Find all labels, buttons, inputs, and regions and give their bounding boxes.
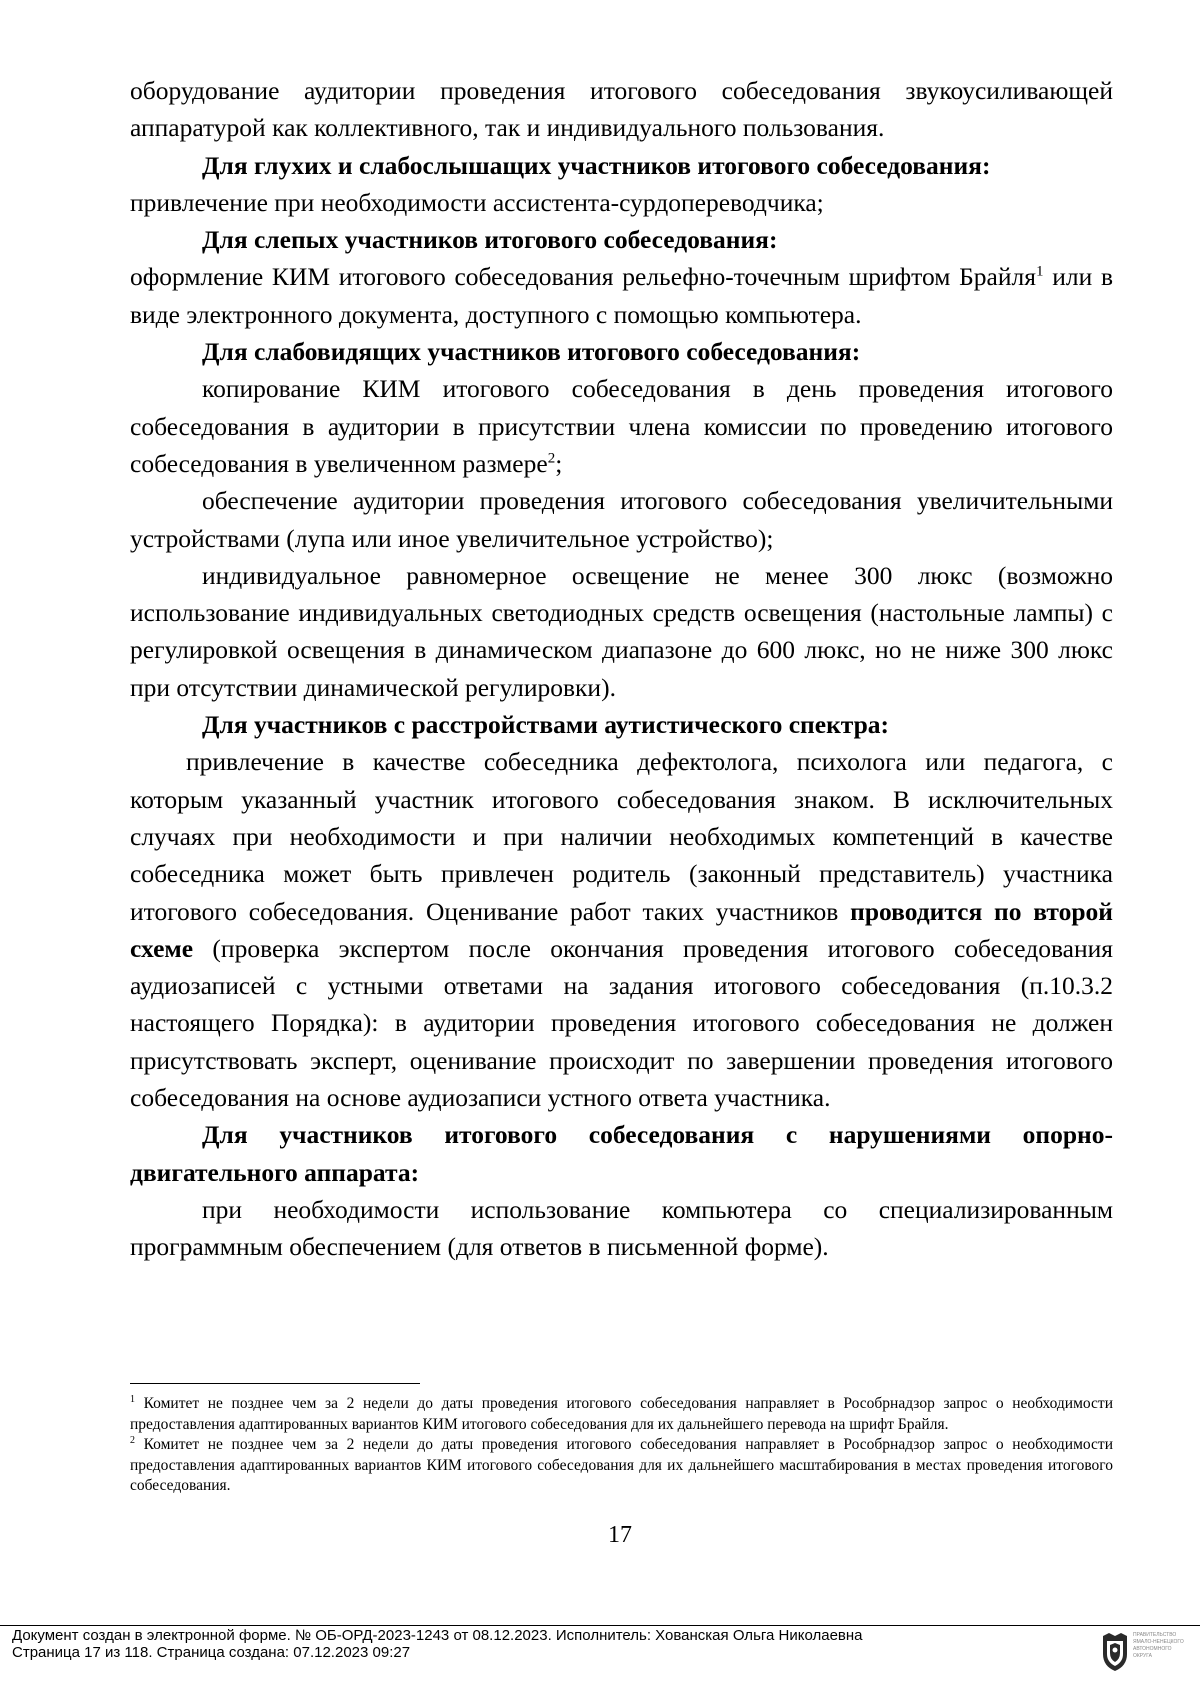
footnote-ref: 2 <box>547 450 556 467</box>
section-heading <box>130 221 1113 258</box>
section-heading <box>130 706 1113 743</box>
emblem-caption-line: ЯМАЛО-НЕНЕЦКОГО <box>1133 1639 1184 1645</box>
paragraph-text: копирование КИМ итогового собеседования в день проведения итогового собеседования в аудитории в присутствии члена комиссии по проведению итогового собеседования в увеличенном размере <box>130 374 1113 478</box>
emblem-caption-line: АВТОНОМНОГО <box>1133 1646 1172 1652</box>
coat-of-arms-icon <box>1100 1632 1130 1672</box>
paragraph-text: привлечение в качестве собеседника дефектолога, психолога или педагога, с которым указанный участник итогового собеседования знаком. В исключительных случаях при необходимости и при наличии необходимых компетенций в качестве собеседника может быть привлечен родитель (законный представитель) участника итогового собеседования. Оценивание работ таких участников <box>130 747 1113 926</box>
emblem-caption <box>1133 1632 1193 1660</box>
section-heading <box>130 333 1113 370</box>
footnotes <box>130 1394 1113 1497</box>
paragraph-text: оформление КИМ итогового собеседования рельефно-точечным шрифтом Брайля <box>130 262 1036 292</box>
heading-text: Для слабовидящих участников итогового собеседования: <box>202 337 861 367</box>
emphasis-text: проводится по второй схеме <box>130 896 1113 963</box>
footnote-text: Комитет не позднее чем за 2 недели до даты проведения итогового собеседования направляет в Рособрнадзор запрос о необходимости предоставления адаптированных вариантов КИМ итогового собеседования для их дальнейшего масштабирования в местах проведения итогового собеседования. <box>130 1436 1113 1494</box>
footnote-ref: 1 <box>1035 263 1044 280</box>
stamp-line-1: Документ создан в электронной форме. № ОБ-ОРД-2023-1243 от 08.12.2023. Исполнитель: Хованская Ольга Николаевна <box>12 1627 863 1644</box>
footnote-divider <box>130 1383 420 1384</box>
footnote <box>130 1394 1113 1435</box>
footnote-mark: 1 <box>130 1393 135 1405</box>
stamp-divider <box>0 1625 1200 1626</box>
paragraph <box>130 743 1113 1116</box>
paragraph: индивидуальное равномерное освещение не менее 300 люкс (возможно использование индивидуальных светодиодных средств освещения (настольные лампы) с регулировкой освещения в динамическом диапазоне до 600 люкс, но не ниже 300 люкс при отсутствии динамической регулировки). <box>130 560 1113 702</box>
paragraph: оборудование аудитории проведения итогового собеседования звукоусиливающей аппаратурой как коллективного, так и индивидуального пользования. <box>130 76 1113 143</box>
heading-text: Для участников с расстройствами аутистического спектра: <box>202 710 890 740</box>
paragraph: обеспечение аудитории проведения итогового собеседования увеличительными устройствами (лупа или иное увеличительное устройство); <box>130 486 1113 553</box>
paragraph: привлечение при необходимости ассистента-сурдопереводчика; <box>130 187 824 217</box>
stamp-line-2: Страница 17 из 118. Страница создана: 07.12.2023 09:27 <box>12 1643 411 1661</box>
emblem-caption-line: ОКРУГА <box>1133 1653 1152 1659</box>
footnote-mark: 2 <box>130 1434 135 1446</box>
document-body <box>130 72 1113 1266</box>
section-heading <box>130 147 1113 184</box>
paragraph: при необходимости использование компьютера со специализированным программным обеспечением (для ответов в письменной форме). <box>130 1194 1113 1262</box>
paragraph-text: ; <box>555 448 563 478</box>
paragraph <box>130 258 1113 333</box>
heading-text: Для участников итогового собеседования с нарушениями опорно-двигательного аппарата: <box>130 1120 1113 1187</box>
page-number: 17 <box>608 1522 632 1548</box>
paragraph-text: или в виде электронного документа, доступного с помощью компьютера. <box>130 262 1114 329</box>
footnote-text: Комитет не позднее чем за 2 недели до даты проведения итогового собеседования направляет в Рособрнадзор запрос о необходимости предоставления адаптированных вариантов КИМ итогового собеседования для их дальнейшего перевода на шрифт Брайля. <box>130 1395 1113 1433</box>
electronic-document-stamp <box>12 1628 863 1661</box>
heading-text: Для слепых участников итогового собеседования: <box>202 225 778 255</box>
emblem-caption-line: ПРАВИТЕЛЬСТВО <box>1133 1632 1177 1638</box>
footnote <box>130 1435 1113 1497</box>
paragraph-text: (проверка экспертом после окончания проведения итогового собеседования аудиозаписей с устными ответами на задания итогового собеседования (п.10.3.2 настоящего Порядка): в аудитории проведения итогового собеседования не должен присутствовать эксперт, оценивание происходит по завершении проведения итогового собеседования на основе аудиозаписи устного ответа участника. <box>130 933 1113 1113</box>
section-heading <box>130 1116 1113 1191</box>
paragraph <box>130 370 1113 482</box>
heading-text: Для глухих и слабослышащих участников итогового собеседования: <box>202 150 991 180</box>
